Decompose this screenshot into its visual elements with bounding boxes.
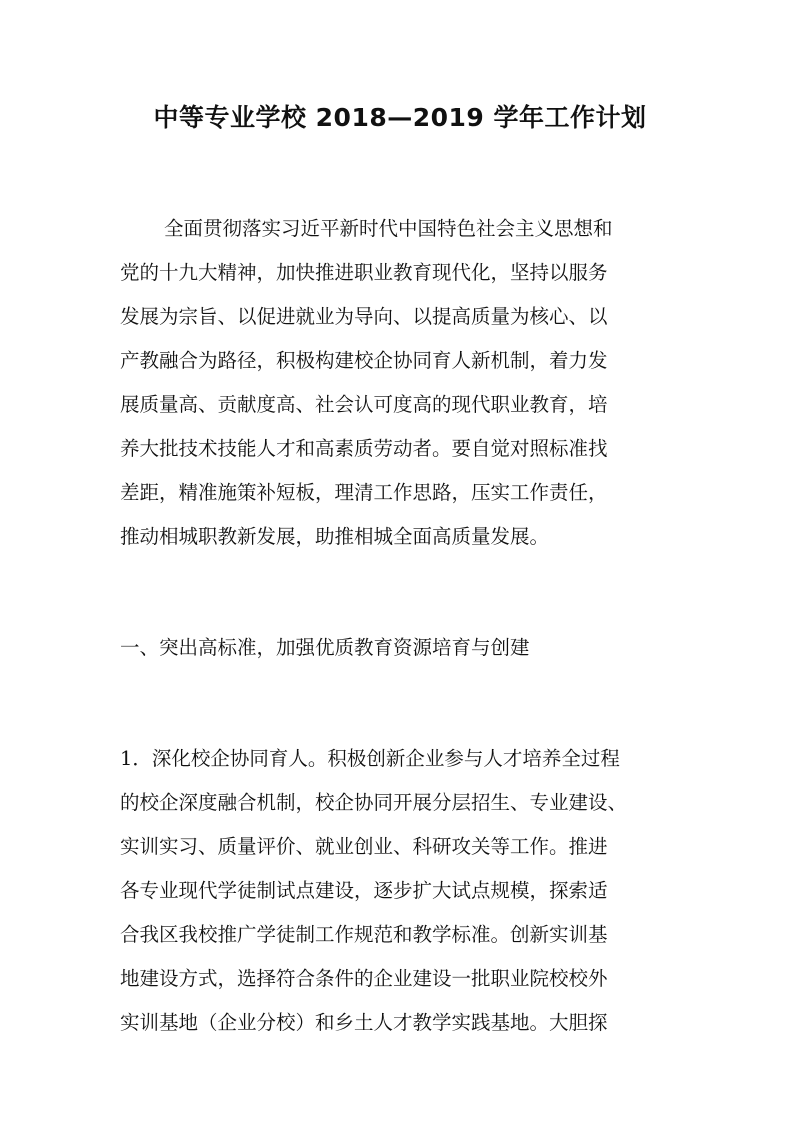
item1-line-2: 的校企深度融合机制，校企协同开展分层招生、专业建设、	[120, 791, 628, 814]
intro-line-1: 全面贯彻落实习近平新时代中国特色社会主义思想和	[164, 217, 613, 240]
intro-line-2: 党的十九大精神，加快推进职业教育现代化，坚持以服务	[120, 261, 608, 284]
document-title: 中等专业学校 2018—2019 学年工作计划	[153, 103, 647, 132]
section-heading-1: 一、突出高标准，加强优质教育资源培育与创建	[120, 636, 530, 659]
item1-line-5: 合我区我校推广学徒制工作规范和教学标准。创新实训基	[120, 923, 608, 946]
intro-line-7: 差距，精准施策补短板，理清工作思路，压实工作责任，	[120, 481, 608, 504]
item1-line-1: 1．深化校企协同育人。积极创新企业参与人才培养全过程	[120, 747, 620, 770]
intro-line-3: 发展为宗旨、以促进就业为导向、以提高质量为核心、以	[120, 305, 608, 328]
intro-line-6: 养大批技术技能人才和高素质劳动者。要自觉对照标准找	[120, 437, 608, 460]
item1-line-6: 地建设方式，选择符合条件的企业建设一批职业院校校外	[120, 967, 608, 990]
item1-line-4: 各专业现代学徒制试点建设，逐步扩大试点规模，探索适	[120, 879, 608, 902]
item1-line-3: 实训实习、质量评价、就业创业、科研攻关等工作。推进	[120, 835, 608, 858]
item1-line-7: 实训基地（企业分校）和乡土人才教学实践基地。大胆探	[120, 1011, 608, 1034]
intro-line-5: 展质量高、贡献度高、社会认可度高的现代职业教育，培	[120, 393, 608, 416]
intro-line-8: 推动相城职教新发展，助推相城全面高质量发展。	[120, 525, 550, 548]
intro-line-4: 产教融合为路径，积极构建校企协同育人新机制，着力发	[120, 349, 608, 372]
